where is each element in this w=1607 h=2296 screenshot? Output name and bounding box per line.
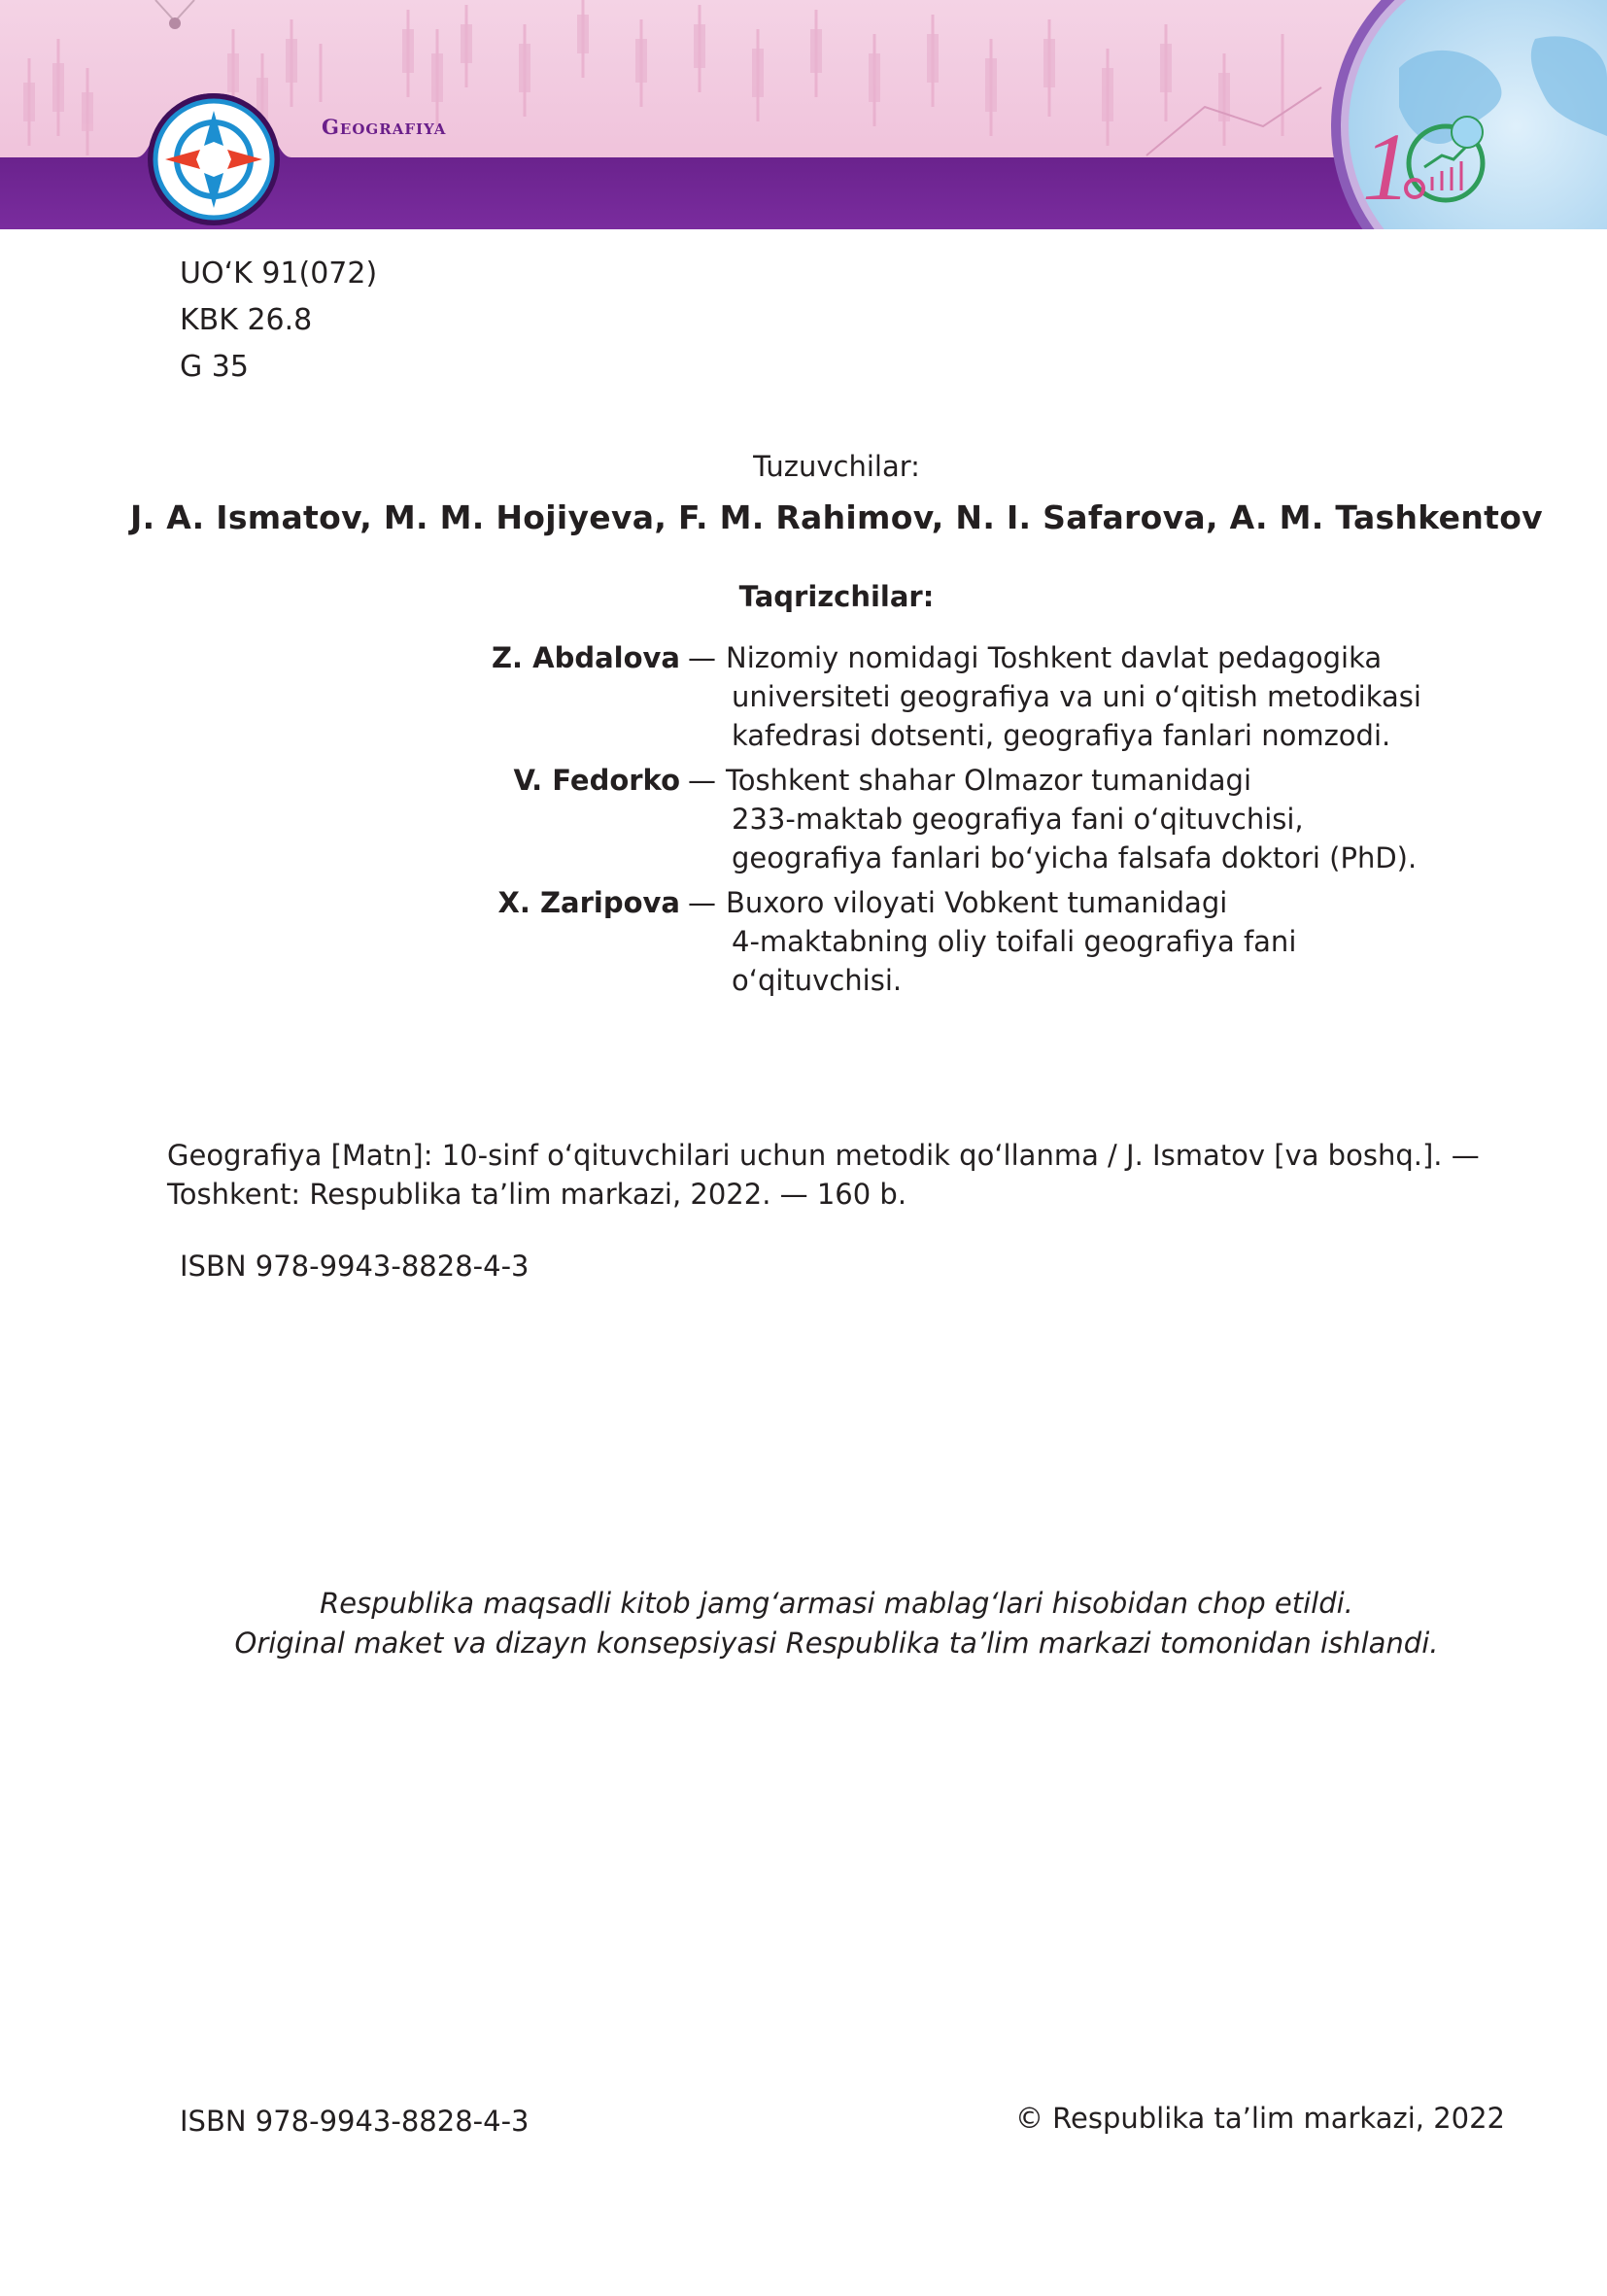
header-brand-title: Geografiya <box>322 115 447 139</box>
isbn-record: ISBN 978-9943-8828-4-3 <box>180 1250 530 1283</box>
reviewer-dash: — <box>688 641 716 674</box>
printing-note-line: Respublika maqsadli kitob jamg‘armasi mablag‘lari hisobidan chop etildi. <box>320 1587 1353 1620</box>
classification-codes <box>180 251 377 391</box>
reviewer-entry <box>408 761 1477 877</box>
reviewer-line: kafedrasi dotsenti, geografiya fanlari nomzodi. <box>732 719 1391 752</box>
reviewer-entry <box>408 638 1477 755</box>
svg-text:1: 1 <box>1362 113 1411 221</box>
reviewer-line: Nizomiy nomidagi Toshkent davlat pedagogika <box>726 641 1383 674</box>
reviewer-line: Toshkent shahar Olmazor tumanidagi <box>726 764 1252 797</box>
udc-code: UO‘K 91(072) <box>180 257 378 291</box>
printing-note-line: Original maket va dizayn konsepsiyasi Respublika ta’lim markazi tomonidan ishlandi. <box>234 1627 1439 1660</box>
reviewer-line: o‘qituvchisi. <box>732 964 903 997</box>
compilers-label: Tuzuvchilar: <box>753 450 920 483</box>
bibliographic-record <box>167 1136 1480 1214</box>
reviewer-dash: — <box>688 886 716 919</box>
reviewers-label: Taqrizchilar: <box>738 580 935 613</box>
header-band <box>0 0 1607 229</box>
globe-10-anniversary-icon <box>1331 0 1607 229</box>
reviewer-line: universiteti geografiya va uni o‘qitish metodikasi <box>732 680 1421 713</box>
reviewer-entry <box>408 883 1477 1000</box>
reviewer-line: Buxoro viloyati Vobkent tumanidagi <box>726 886 1228 919</box>
compass-logo-icon <box>148 93 280 225</box>
reviewer-description <box>726 883 1296 1000</box>
reviewer-name: V. Fedorko <box>513 764 680 797</box>
compilers-names: J. A. Ismatov, M. M. Hojiyeva, F. M. Rahimov, N. I. Safarova, A. M. Tashkentov <box>129 498 1543 536</box>
reviewer-description <box>726 638 1421 755</box>
reviewer-line: geografiya fanlari bo‘yicha falsafa doktori (PhD). <box>732 841 1418 874</box>
bibliographic-line: Geografiya [Matn]: 10-sinf o‘qituvchilari uchun metodik qo‘llanma / J. Ismatov [va boshq.]. — <box>167 1139 1480 1172</box>
reviewer-dash: — <box>688 764 716 797</box>
bbk-code: KBK 26.8 <box>180 303 313 337</box>
reviewer-description <box>726 761 1417 877</box>
reviewer-line: 4-maktabning oliy toifali geografiya fani <box>732 925 1297 958</box>
footer-copyright: © Respublika ta’lim markazi, 2022 <box>1014 2102 1505 2135</box>
reviewer-name: Z. Abdalova <box>491 641 680 674</box>
bibliographic-line: Toshkent: Respublika ta’lim markazi, 2022. — 160 b. <box>167 1178 907 1211</box>
printing-note <box>0 1584 1607 1663</box>
header-graphic <box>0 0 1607 229</box>
reviewer-line: 233-maktab geografiya fani o‘qituvchisi, <box>732 803 1304 836</box>
reviewer-name: X. Zaripova <box>497 886 680 919</box>
footer-isbn: ISBN 978-9943-8828-4-3 <box>180 2105 530 2138</box>
reviewers-list <box>408 638 1477 1006</box>
author-mark-code: G 35 <box>180 350 249 384</box>
